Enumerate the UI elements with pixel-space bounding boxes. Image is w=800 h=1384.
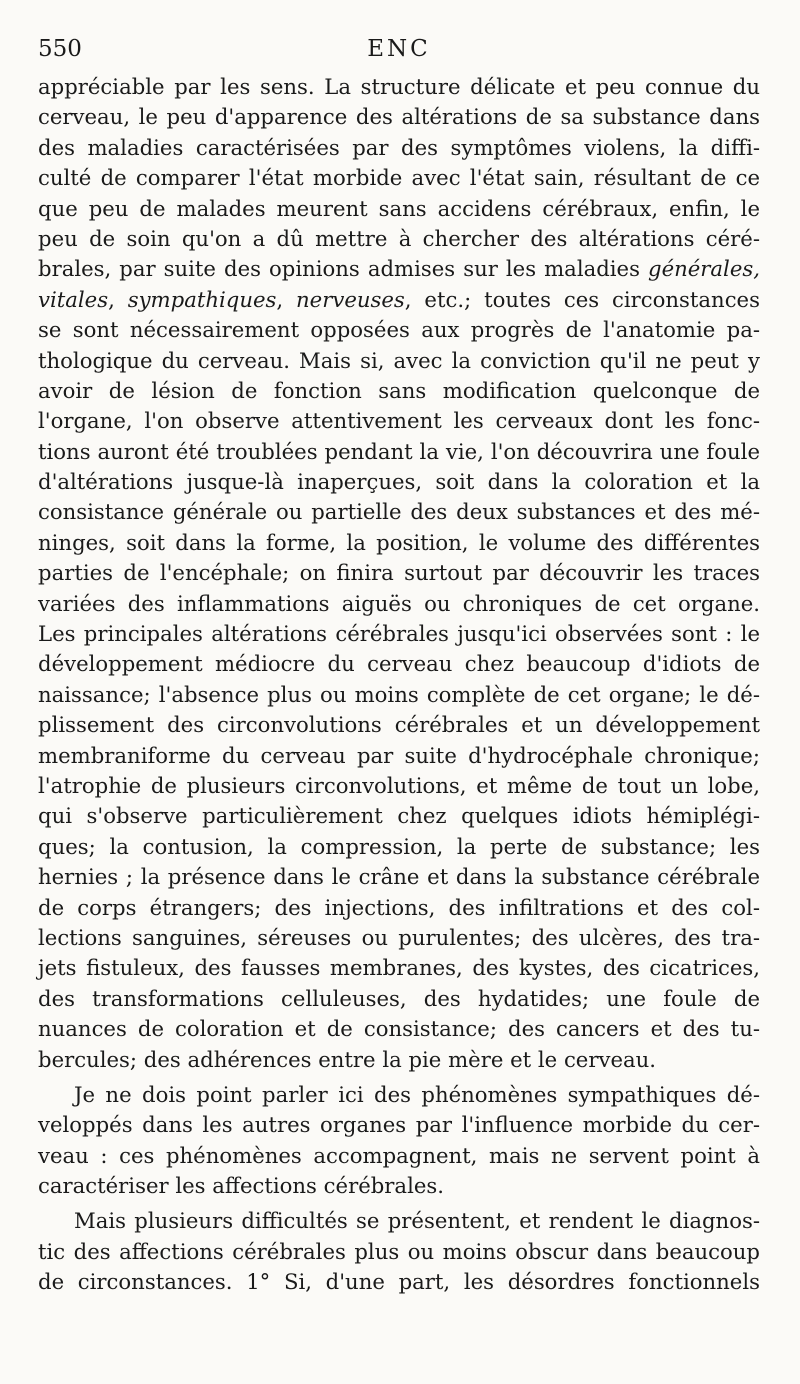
page-header: [38, 36, 760, 70]
text-line: de corps étrangers; des injections, des infiltrations et des col-: [38, 894, 760, 920]
text-line: appréciable par les sens. La structure délicate et peu connue du: [38, 74, 760, 99]
text-line: Je ne dois point parler ici des phénomènes sympathiques dé-: [74, 1081, 760, 1107]
text-line: plissement des circonvolutions cérébrales et un développement: [38, 712, 760, 738]
text-line: thologique du cerveau. Mais si, avec la conviction qu'il ne peut y: [38, 347, 760, 373]
text-line: hernies ; la présence dans le crâne et dans la substance cérébrale: [38, 864, 760, 890]
text-line: des transformations celluleuses, des hydatides; une foule de: [38, 985, 760, 1011]
text-segment: brales, par suite des opinions admises sur les maladies: [38, 256, 649, 282]
italic-term: générales,: [648, 256, 760, 282]
paragraph-2: [38, 1080, 760, 1202]
text-line: peu de soin qu'on a dû mettre à chercher des altérations céré-: [38, 225, 760, 251]
text-line: des maladies caractérisées par des symptômes violens, la diffi-: [38, 134, 760, 160]
italic-term: nerveuses: [296, 286, 405, 312]
paragraph-1: [38, 72, 760, 1075]
text-line: avoir de lésion de fonction sans modification quelconque de: [38, 377, 760, 403]
text-line: se sont nécessairement opposées aux progrès de l'anatomie pa-: [38, 317, 760, 343]
text-line: de circonstances. 1° Si, d'une part, les désordres fonctionnels: [38, 1269, 760, 1295]
text-line: d'altérations jusque-là inaperçues, soit dans la coloration et la: [38, 469, 760, 495]
text-line: bercules; des adhérences entre la pie mère et le cerveau.: [38, 1046, 656, 1072]
running-head: ENC: [367, 36, 431, 62]
text-line: culté de comparer l'état morbide avec l'état sain, résultant de ce: [38, 165, 760, 191]
text-line: qui s'observe particulièrement chez quelques idiots hémiplégi-: [38, 803, 760, 829]
paragraph-3: [38, 1206, 760, 1297]
page-number: 550: [38, 36, 82, 62]
text-line: lections sanguines, séreuses ou purulentes; des ulcères, des tra-: [38, 924, 760, 950]
text-line: vitales, sympathiques, nerveuses, etc.; toutes ces circonstances: [38, 286, 760, 312]
text-line: que peu de malades meurent sans accidens cérébraux, enfin, le: [38, 195, 760, 221]
italic-term: sympathiques: [127, 286, 277, 312]
body-text: [38, 72, 760, 1298]
text-line: jets fistuleux, des fausses membranes, des kystes, des cicatrices,: [38, 955, 760, 981]
text-line: Mais plusieurs difficultés se présentent, et rendent le diagnos-: [74, 1208, 760, 1234]
text-line: tions auront été troublées pendant la vie, l'on découvrira une foule: [38, 438, 760, 464]
text-line: veloppés dans les autres organes par l'influence morbide du cer-: [38, 1112, 760, 1138]
text-line: ques; la contusion, la compression, la perte de substance; les: [38, 833, 760, 859]
text-line: développement médiocre du cerveau chez beaucoup d'idiots de: [38, 651, 760, 677]
text-line: l'atrophie de plusieurs circonvolutions, et même de tout un lobe,: [38, 772, 760, 798]
text-segment: , etc.; toutes ces circonstances: [404, 286, 760, 312]
text-line: cerveau, le peu d'apparence des altérations de sa substance dans: [38, 104, 760, 130]
text-line: parties de l'encéphale; on finira surtout par découvrir les traces: [38, 560, 760, 586]
text-line: Les principales altérations cérébrales jusqu'ici observées sont : le: [38, 621, 760, 647]
text-line: membraniforme du cerveau par suite d'hydrocéphale chronique;: [38, 742, 760, 768]
text-line: tic des affections cérébrales plus ou moins obscur dans beaucoup: [38, 1238, 760, 1264]
text-line: variées des inflammations aiguës ou chroniques de cet organe.: [38, 590, 760, 616]
text-line: ninges, soit dans la forme, la position, le volume des différentes: [38, 529, 760, 555]
italic-term: vitales: [38, 286, 109, 312]
text-line: consistance générale ou partielle des deux substances et des mé-: [38, 499, 760, 525]
text-line: veau : ces phénomènes accompagnent, mais ne servent point à: [38, 1142, 760, 1168]
text-line: nuances de coloration et de consistance; des cancers et des tu-: [38, 1016, 760, 1042]
text-line: naissance; l'absence plus ou moins complète de cet organe; le dé-: [38, 681, 760, 707]
text-line: l'organe, l'on observe attentivement les cerveaux dont les fonc-: [38, 408, 760, 434]
text-line: caractériser les affections cérébrales.: [38, 1173, 444, 1199]
text-line: [38, 254, 760, 284]
